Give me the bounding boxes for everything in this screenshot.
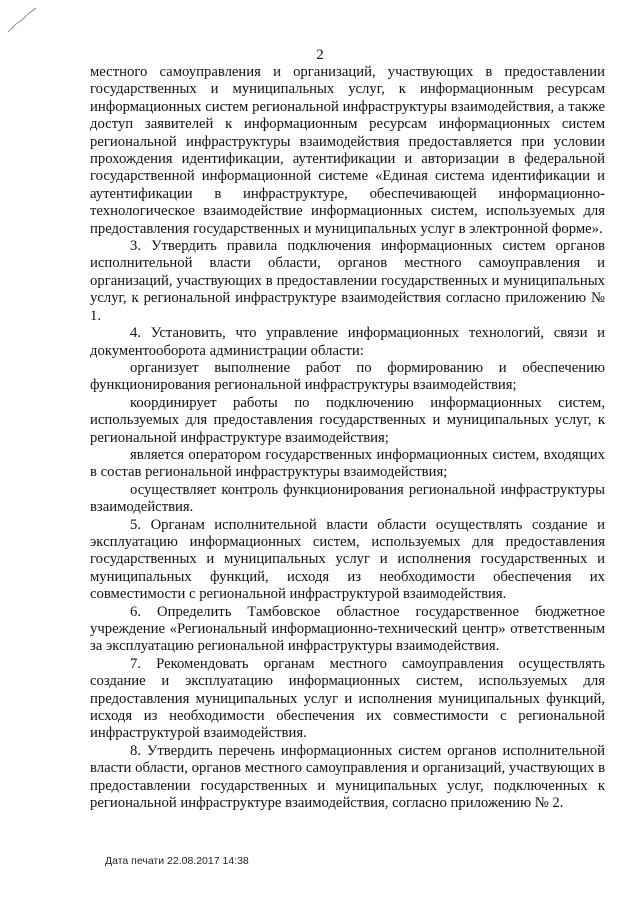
paragraph-item-6: 6. Определить Тамбовское областное государственное бюджетное учреждение «Региональный информационно-технический центр» ответственным за эксплуатацию региональной инфраструктуры взаимодействия. [90, 603, 605, 655]
paragraph-item-7: 7. Рекомендовать органам местного самоуправления осуществлять создание и эксплуатацию информационных систем, используемых для предоставления муниципальных услуг и исполнения муниципальных функций, исходя из необходимости обеспечения их совместимости с региональной инфраструктурой взаимодействия. [90, 655, 605, 742]
paragraph-item-4-sub-4: осуществляет контроль функционирования региональной инфраструктуры взаимодействия. [90, 481, 605, 516]
paragraph-item-4: 4. Установить, что управление информационных технологий, связи и документооборота администрации области: [90, 325, 605, 359]
scan-mark-icon [6, 6, 38, 34]
paragraph-item-4-sub-2: координирует работы по подключению информационных систем, используемых для предоставления государственных и муниципальных услуг, к региональной инфраструктуре взаимодействия; [90, 394, 605, 446]
print-date-footer: Дата печати 22.08.2017 14:38 [105, 855, 249, 867]
paragraph-item-3: 3. Утвердить правила подключения информационных систем органов исполнительной власти области, органов местного самоуправления и организаций, участвующих в предоставлении государственных и муниципальных услуг, к региональной инфраструктуре взаимодействия согласно приложению № 1. [90, 238, 605, 324]
paragraph-item-4-sub-3: является оператором государственных информационных систем, входящих в состав региональной инфраструктуры взаимодействия; [90, 446, 605, 481]
paragraph-item-4-sub-1: организует выполнение работ по формированию и обеспечению функционирования региональной инфраструктуры взаимодействия; [90, 359, 605, 394]
page-number: 2 [316, 47, 324, 63]
paragraph-item-5: 5. Органам исполнительной власти области осуществлять создание и эксплуатацию информационных систем, используемых для предоставления государственных и муниципальных услуг и исполнения государственных и муниципальных функций, исходя из необходимости обеспечения их совместимости с региональной инфраструктурой взаимодействия. [90, 516, 605, 603]
paragraph-item-8: 8. Утвердить перечень информационных систем органов исполнительной власти области, органов местного самоуправления и организаций, участвующих в предоставлении государственных и муниципальных услуг, подключенных к региональной инфраструктуре взаимодействия, согласно приложению № 2. [90, 742, 605, 812]
paragraph-continuation: местного самоуправления и организаций, участвующих в предоставлении государственных и муниципальных услуг, к информационным ресурсам информационных систем региональной инфраструктуры взаимодействия, а также доступ заявителей к информационным ресурсам информационных систем региональной инфраструктуры взаимодействия предоставляется при условии прохождения идентификации, аутентификации и авторизации в федеральной государственной информационной системе «Единая система идентификации и аутентификации в инфраструктуре, обеспечивающей информационно-технологическое взаимодействие информационных систем, используемых для предоставления государственных и муниципальных услуг в электронной форме». [90, 64, 605, 237]
document-body [90, 64, 605, 812]
